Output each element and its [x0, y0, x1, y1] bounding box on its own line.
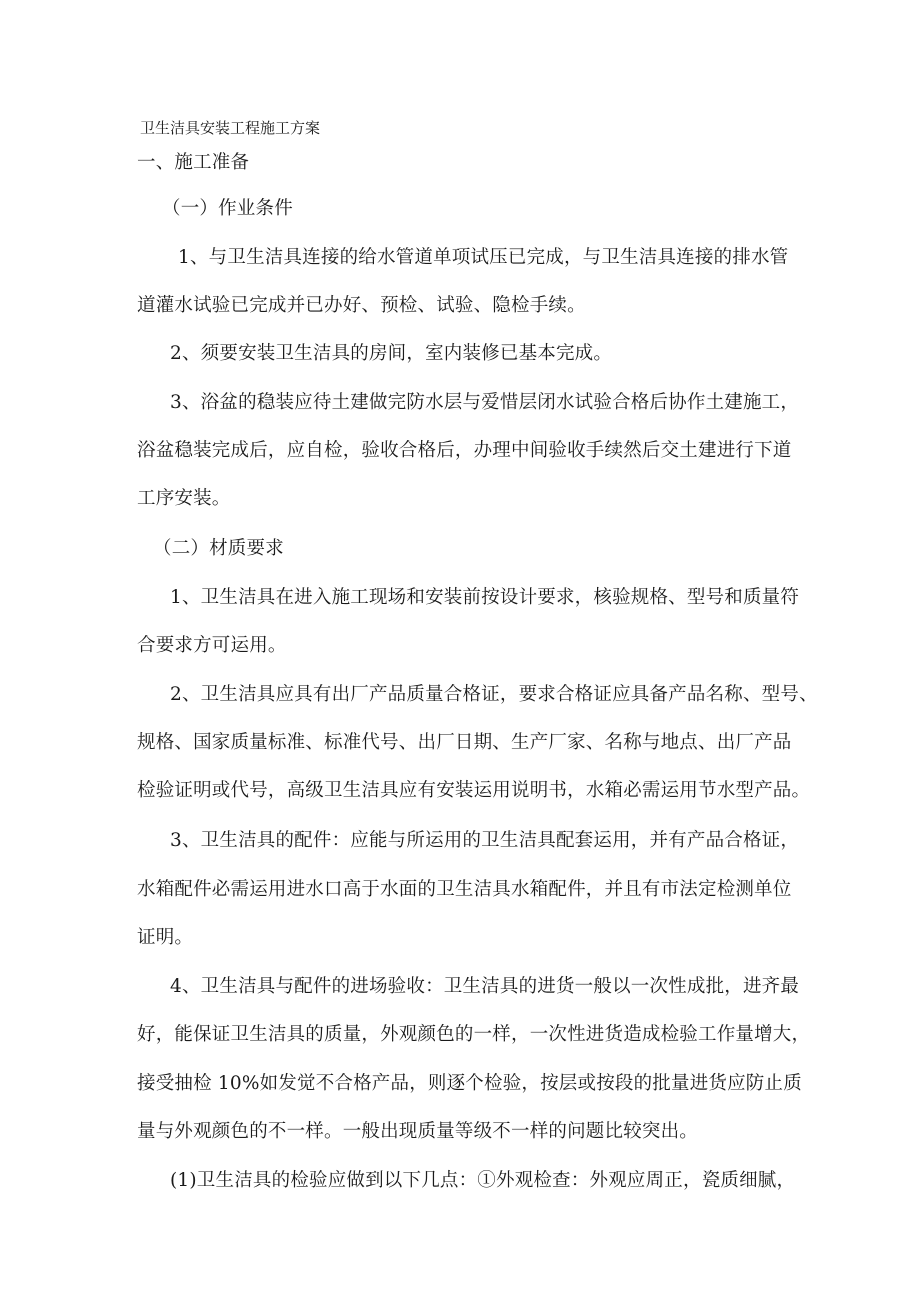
paragraph-line: 4、卫生洁具与配件的进场验收：卫生洁具的进货一般以一次性成批，进齐最	[170, 976, 800, 997]
paragraph-line: 工序安装。	[137, 488, 231, 509]
paragraph-line: 检验证明或代号，高级卫生洁具应有安装运用说明书，水箱必需运用节水型产品。	[137, 780, 811, 801]
subsection-heading-work-conditions: （一）作业条件	[162, 198, 293, 219]
paragraph-line: 3、浴盆的稳装应待土建做完防水层与爱惜层闭水试验合格后协作土建施工，	[170, 392, 800, 413]
paragraph-line: 浴盆稳装完成后，应自检，验收合格后，办理中间验收手续然后交土建进行下道	[137, 440, 792, 461]
paragraph-line: 量与外观颜色的不一样。一般出现质量等级不一样的问题比较突出。	[137, 1121, 699, 1142]
paragraph-line: 1、卫生洁具在进入施工现场和安装前按设计要求，核验规格、型号和质量符	[170, 587, 800, 608]
paragraph-line: 接受抽检 10%如发觉不合格产品，则逐个检验，按层或按段的批量进货应防止质	[137, 1073, 802, 1094]
paragraph-line: 2、卫生洁具应具有出厂产品质量合格证，要求合格证应具备产品名称、型号、	[170, 684, 818, 705]
paragraph-line: 道灌水试验已完成并已办好、预检、试验、隐检手续。	[137, 295, 586, 316]
paragraph-line: 证明。	[137, 927, 194, 948]
subsection-heading-material-requirements: （二）材质要求	[153, 538, 284, 559]
paragraph-line: 水箱配件必需运用进水口高于水面的卫生洁具水箱配件，并且有市法定检测单位	[137, 879, 792, 900]
paragraph-line: 合要求方可运用。	[137, 635, 287, 656]
paragraph-line: 3、卫生洁具的配件：应能与所运用的卫生洁具配套运用，并有产品合格证，	[170, 830, 800, 851]
paragraph-line: 1、与卫生洁具连接的给水管道单项试压已完成，与卫生洁具连接的排水管	[178, 247, 789, 268]
paragraph-line: 规格、国家质量标准、标准代号、出厂日期、生产厂家、名称与地点、出厂产品	[137, 732, 792, 753]
paragraph-line: 2、须要安装卫生洁具的房间，室内装修已基本完成。	[170, 343, 613, 364]
paragraph-line: (1)卫生洁具的检验应做到以下几点：①外观检查：外观应周正，瓷质细腻，	[170, 1170, 796, 1191]
section-heading-construction-prep: 一、施工准备	[137, 152, 250, 173]
document-title: 卫生洁具安装工程施工方案	[140, 119, 321, 137]
paragraph-line: 好，能保证卫生洁具的质量，外观颜色的一样，一次性进货造成检验工作量增大，	[137, 1024, 811, 1045]
